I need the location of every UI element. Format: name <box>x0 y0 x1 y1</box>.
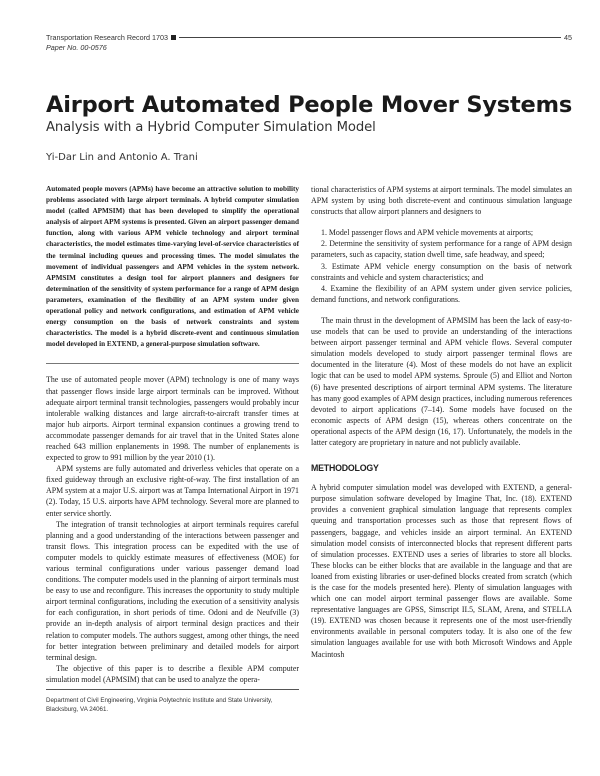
body-paragraph: The main thrust in the development of APMSIM has been the lack of easy-to-use models that can be used to provide an understanding of the interactions between airport passenger terminal and APM vehicle flows. Several computer simulation models developed to study airport passenger terminal flows are documented in the literature (4). Most of these models do not have an explicit logic that can be used to model APM systems. Sproule (5) and Elliot and Norton (6) have presented descriptions of airport terminal APM systems. The literature has many good examples of APM design practices, including numerous references devoted to airport applications (7–14). Some models have focused on the economic aspects of APM design (15), whereas others concentrate on the operational aspects of the APM design (16, 17). Unfortunately, the models in the latter category are proprietary in nature and not publicly available. <box>311 315 572 447</box>
body-paragraph: APM systems are fully automated and driverless vehicles that operate on a fixed guideway through an exclusive right-of-way. The first installation of an APM system at a major U.S. airport was at Tampa International Airport in 1971 (2). Today, 15 U.S. airports have APM technology. Several more are planned to enter service shortly. <box>46 464 299 518</box>
author-affiliation-footnote: Department of Civil Engineering, Virginia Polytechnic Institute and State University, Blacksburg, VA 24061. <box>46 697 273 714</box>
paper-subtitle: Analysis with a Hybrid Computer Simulation Model <box>46 120 376 135</box>
body-paragraph: tional characteristics of APM systems at airport terminals. The model simulates an APM system by using both discrete-event and continuous simulation language constructs that allow airport planners and designers to <box>311 185 572 217</box>
body-paragraph: The objective of this paper is to describe a flexible APM computer simulation model (APMSIM) that can be used to analyze the opera- <box>46 663 299 684</box>
list-item: 1. Model passenger flows and APM vehicle movements at airports; <box>321 228 534 238</box>
section-heading: METHODOLOGY <box>311 463 379 474</box>
left-column <box>46 184 299 714</box>
abstract-divider <box>46 363 299 364</box>
running-header <box>46 33 572 52</box>
authors: Yi-Dar Lin and Antonio A. Trani <box>46 152 198 163</box>
page-number: 45 <box>564 33 572 42</box>
body-paragraph: A hybrid computer simulation model was developed with EXTEND, a general-purpose simulation software developed by Imagine That, Inc. (18). EXTEND provides a convenient graphical simulation language that represents complex queuing and transportation processes such as those that represent flows of passengers, baggage, and vehicles inside an airport terminal. An EXTEND simulation model consists of interconnected blocks that represent different parts of simulation processes. EXTEND uses a series of libraries to store all blocks. These blocks can be either blocks that are available in the language and that are loaned from existing libraries or user-defined blocks created from scratch (which is the case for the models presented here). Plenty of simulation languages with which one can model airport terminal passenger flows are available. Some representative languages are GPSS, Simscript II.5, SLAM, Arena, and STELLA (19). EXTEND was chosen because it represents one of the most user-friendly environments available in personal computers today. It is also one of the few simulation languages available for use with both Microsoft Windows and Apple Macintosh <box>311 483 572 659</box>
body-paragraph: The use of automated people mover (APM) technology is one of many ways that passenger flows inside large airport terminals can be improved. Without adequate airport terminal transit technologies, passengers would probably incur intolerable walking distances and large aircraft-to-aircraft transfer times at major hub airports. Airport terminal expansion continues a growing trend to accommodate passenger demands for air travel that in the United States alone reached 643 million enplanements in 1998. The number of enplanements is expected to grow to 991 million by the year 2010 (1). <box>46 375 299 463</box>
body-paragraph: The integration of transit technologies at airport terminals requires careful planning and a good understanding of the interactions between passenger and transit flows. This integration process can be expedited with the use of computer models to quickly estimate measures of effectiveness (MOE) for various terminal configurations under various passenger demand load conditions. The computer models used in the planning of airport terminals must be easy to use and reconfigure. This increases the opportunity to study multiple airport terminal configurations, including the execution of a sensitivity analysis for each configuration, in short periods of time. Odoni and de Neufville (3) provide an in-depth analysis of airport terminal design practices and their relation to computer models. The authors suggest, among other things, the need for better integration between preliminary and detailed models for airport terminal design. <box>46 519 299 662</box>
list-item: 4. Examine the flexibility of an APM system under given service policies, demand functions, and network configurations. <box>311 283 572 304</box>
paper-number: Paper No. 00-0576 <box>46 43 107 52</box>
abstract: Automated people movers (APMs) have become an attractive solution to mobility problems associated with large airport terminals. A hybrid computer simulation model (called APMSIM) that has been developed to simplify the operational analysis of airport APM systems is presented. Given an airport passenger demand function, along with various APM vehicle technology and airport terminal characteristics, the model estimates time-varying level-of-service characteristics of the terminal including queues and processing times. The model simulates the movement of individual passengers and APM vehicles in the system network. APMSIM constitutes a design tool for airport planners and designers for determination of the sensitivity of system performance for a range of APM design parameters, examination of the flexibility of an APM system under given operational policy and network configurations, and estimation of APM vehicle energy consumption on the basis of network constraints and system characteristics. The model is a hybrid discrete-event and continuous simulation model developed in EXTEND, a general-purpose simulation software. <box>46 185 299 349</box>
list-item: 3. Estimate APM vehicle energy consumption on the basis of network constraints and vehicle and system characteristics; and <box>311 261 572 282</box>
header-line <box>46 33 572 42</box>
list-item: 2. Determine the sensitivity of system performance for a range of APM design parameters, such as capacity, station dwell time, safe headway, and speed; <box>311 239 572 260</box>
footnote-divider <box>46 689 299 690</box>
journal-name: Transportation Research Record 1703 <box>46 33 168 42</box>
right-column <box>311 184 572 660</box>
paper-title: Airport Automated People Mover Systems <box>46 92 573 118</box>
square-bullet-icon <box>171 35 176 40</box>
objectives-list <box>311 227 572 305</box>
header-rule <box>179 37 561 38</box>
